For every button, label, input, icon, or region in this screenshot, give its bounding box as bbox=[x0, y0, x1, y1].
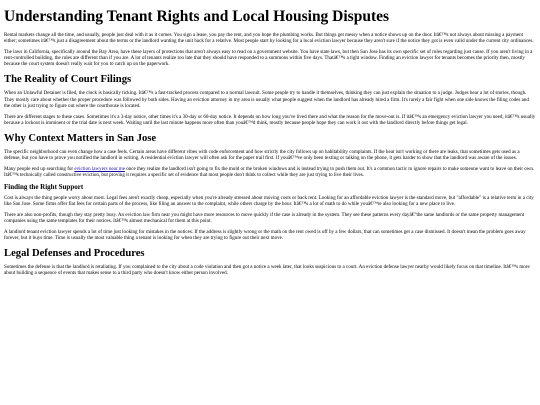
eviction-lawyers-near-me-link[interactable]: eviction lawyers near me bbox=[74, 166, 125, 173]
support-paragraph-1: Cost is always the thing people worry about most. Legal fees aren't exactly cheap, especially when you're already stressed about moving costs or back rent. Looking for an affordable eviction lawyer is the standard move, but "affordable" is a relative term in a city like San Jose. Some firms offer flat fees for certain parts of the process, like filing an answer to the complaint, while others charge by the hour. Itâ€™s a lot of math to do while youâ€™re also looking for a new place to live. bbox=[4, 194, 534, 207]
court-filings-paragraph-1: When an Unlawful Detainer is filed, the clock is basically ticking. Itâ€™s a fast-tracked process compared to a normal lawsuit. Some people try to handle it themselves, thinking they can just explain the situation to a judge. Judges hear a lot of stories, though. They mostly care about whether the proper procedure was followed by both sides. Having an eviction attorney in my area is usually what people suggest when the landlord has already hired a firm. It's rarely a fair fight when one side knows the filing codes and the other is just trying to figure out where the courthouse is located. bbox=[4, 90, 529, 109]
subheading-finding-support: Finding the Right Support bbox=[4, 183, 84, 192]
context-paragraph-2-start: Many people end up searching for bbox=[4, 166, 75, 173]
court-filings-paragraph-2: There are different stages to these cases. Sometimes it's a 3-day notice, other times it's a 30-day or 60-day notice. It depends on how long you've lived there and what the reason for the move-out is. If itâ€™s an emergency eviction lawyer you need, itâ€™s usually because a lockout is imminent or the trial date is next week. Waiting until the last minute happens more often than youâ€™d think, mostly because people hope they can work it out with the landlord directly before things get legal. bbox=[4, 113, 536, 126]
context-paragraph-1: The specific neighborhood can even change how a case feels. Certain areas have different vibes with code enforcement and how strictly the city follows up on habitability complaints. If the heat isn't working or there are leaks, that sometimes gets used as a defense, but you have to prove you notified the landlord in writing. A residential eviction lawyer will often ask for the paper trail first. If youâ€™ve only been texting or talking on the phone, it gets harder to show that the landlord was aware of the issues. bbox=[4, 149, 520, 162]
section-heading-legal-defenses: Legal Defenses and Procedures bbox=[4, 248, 145, 260]
support-paragraph-2: There are also non-profits, though they stay pretty busy. An eviction law firm near you might have more resources to move quickly if the case is already in the system. They see these patterns every dayâ€”the same landlords or the same property management companies using the same templates for their notices. Itâ€™s almost mechanical for them at this point. bbox=[4, 211, 525, 224]
context-paragraph-2 bbox=[4, 166, 536, 178]
intro-paragraph-1: Rental markets change all the time, and usually, people just deal with it as it comes. You sign a lease, you pay the rent, and you hope the plumbing works. But things get messy when a notice shows up on the door. Itâ€™s not always about missing a payment either; sometimes itâ€™s just a disagreement about the terms or the landlord wanting the unit back for a relative. Most people start by looking for a local eviction lawyer because they aren't sure if the notice they got is even valid under the current city ordinances. bbox=[4, 31, 534, 44]
section-heading-court-filings: The Reality of Court Filings bbox=[4, 74, 132, 86]
context-paragraph-2-end: once they realize the landlord isn't going to fix the mold or the broken windows and is instead trying to push them out. It's a common tactic to ignore repairs to make someone want to leave on their own. Itâ€™s technically called constructive eviction, but proving it requires a specific set of evidence that most people don't think to collect while they are just trying to live their lives. bbox=[4, 166, 535, 179]
intro-paragraph-2: The laws in California, specifically around the Bay Area, have these layers of protections that aren't always easy to read on a government website. You have state laws, but then San Jose has its own specific set of rules regarding just cause. If you aren't living in a rent-controlled building, the rules are different than if you are. A lot of tenants realize too late that they should have responded to a summons within five days. Thatâ€™s a tight window. Finding an eviction lawyer for tenants becomes the priority then, mostly because the court system doesn't really wait for you to catch up on the paperwork. bbox=[4, 49, 533, 68]
section-heading-context-san-jose: Why Context Matters in San Jose bbox=[4, 132, 157, 144]
support-paragraph-3: A landlord tenant eviction lawyer spends a lot of time just looking for mistakes in the notices. If the address is slightly wrong or the math on the rent owed is off by a few dollars, that can sometimes get a case dismissed. It doesn't mean the problem goes away forever, but it buys time. Time is usually the most valuable thing a tenant is looking for when they are trying to figure out their next move. bbox=[4, 228, 526, 241]
page-title: Understanding Tenant Rights and Local Housing Disputes bbox=[4, 8, 390, 25]
defenses-paragraph-1: Sometimes the defense is that the landlord is retaliating. If you complained to the city about a code violation and then got a notice a week later, that looks suspicious to a court. An eviction defense lawyer nearby would likely focus on that timeline. Itâ€™s more about building a sequence of events that makes sense to a third party who doesn't know either person involved. bbox=[4, 264, 530, 277]
